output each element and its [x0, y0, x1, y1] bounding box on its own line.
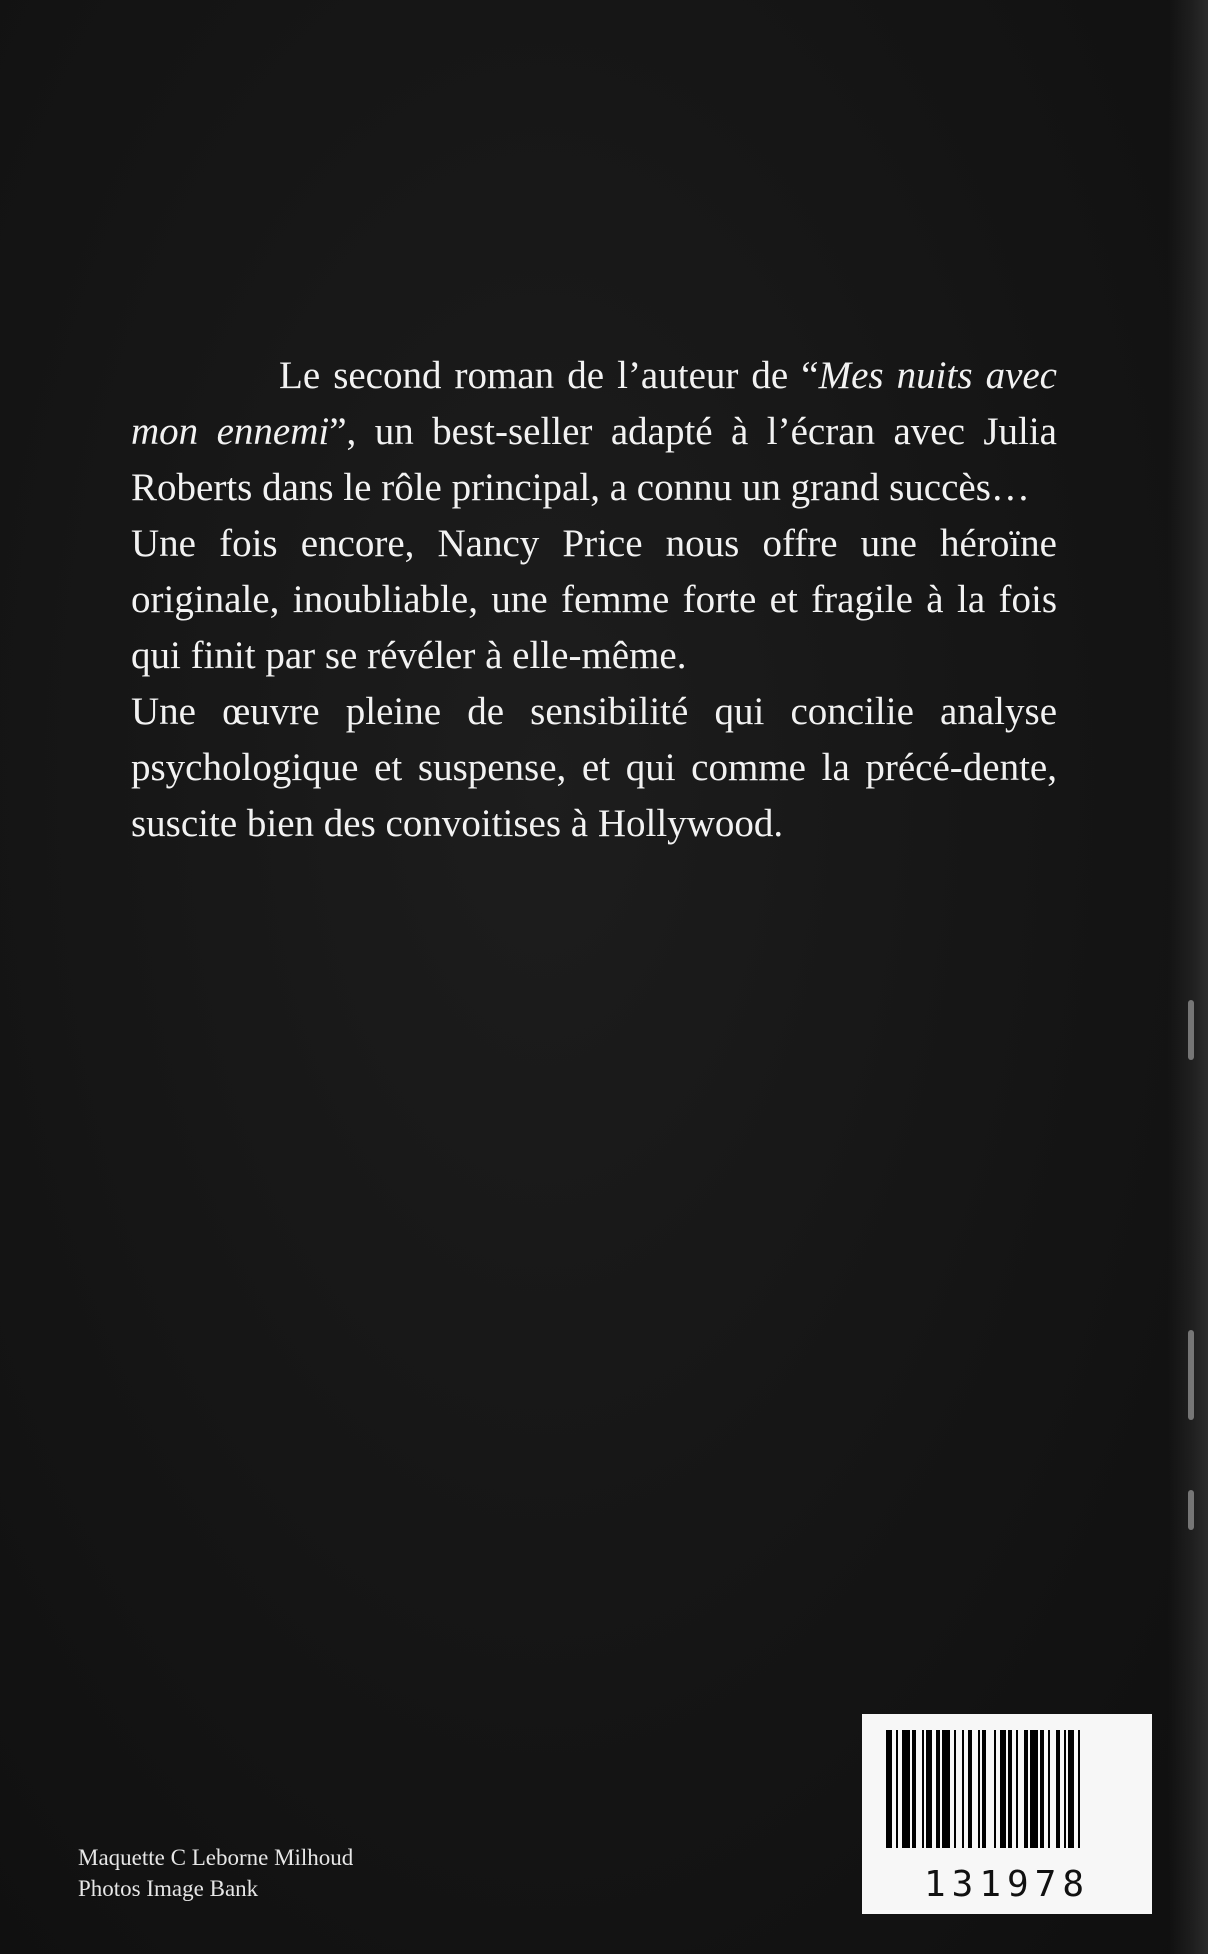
- blurb-paragraph-1: [131, 348, 1057, 516]
- barcode-bar: [942, 1730, 950, 1848]
- barcode-bar: [896, 1730, 898, 1848]
- barcode-bar: [912, 1730, 916, 1848]
- barcode-bar: [1056, 1730, 1060, 1848]
- barcode-bar: [954, 1730, 956, 1848]
- barcode-bar: [978, 1730, 980, 1848]
- barcode-bar: [968, 1730, 972, 1848]
- barcode-bar: [1008, 1730, 1012, 1848]
- barcode-bar: [1078, 1730, 1080, 1848]
- barcode-bar: [902, 1730, 910, 1848]
- barcode-number: 131978: [923, 1864, 1091, 1905]
- barcode-bar: [926, 1730, 932, 1848]
- cover-wear-mark: [1188, 1330, 1194, 1420]
- cover-edge-shadow: [1168, 0, 1208, 1954]
- barcode-icon: [886, 1730, 1128, 1848]
- barcode-bar: [1016, 1730, 1018, 1848]
- barcode-bar: [1068, 1730, 1074, 1848]
- barcode-label: [862, 1714, 1152, 1914]
- barcode-bar: [936, 1730, 940, 1848]
- book-title-reference: Mes nuits avec mon ennemi: [131, 354, 1057, 453]
- barcode-bar: [922, 1730, 924, 1848]
- blurb-paragraph-2: Une fois encore, Nancy Price nous offre une héroïne originale, inoubliable, une femme forte et fragile à la fois qui finit par se révéler à elle-même.: [131, 522, 1057, 677]
- photo-credit: Photos Image Bank: [78, 1876, 259, 1901]
- cover-credits: [78, 1842, 353, 1904]
- blurb-text: ”, un best-seller adapté à l’écran avec Julia Roberts dans le rôle principal, a connu un grand succès…: [131, 410, 1057, 509]
- barcode-bar: [1064, 1730, 1066, 1848]
- barcode-bar: [982, 1730, 986, 1848]
- barcode-bar: [1040, 1730, 1044, 1848]
- cover-wear-mark: [1188, 1000, 1194, 1060]
- barcode-bar: [1000, 1730, 1006, 1848]
- barcode-bar: [886, 1730, 892, 1848]
- barcode-bar: [962, 1730, 964, 1848]
- blurb-paragraph-3: Une œuvre pleine de sensibilité qui concilie analyse psychologique et suspense, et qui comme la précé-dente, suscite bien des convoitises à Hollywood.: [131, 690, 1057, 845]
- barcode-bar: [1024, 1730, 1028, 1848]
- barcode-bar: [1048, 1730, 1050, 1848]
- book-blurb: [131, 348, 1057, 852]
- blurb-text: Le second roman de l’auteur de “: [279, 354, 819, 397]
- design-credit: Maquette C Leborne Milhoud: [78, 1845, 354, 1870]
- barcode-bar: [994, 1730, 996, 1848]
- cover-wear-mark: [1188, 1490, 1194, 1530]
- barcode-bar: [1030, 1730, 1038, 1848]
